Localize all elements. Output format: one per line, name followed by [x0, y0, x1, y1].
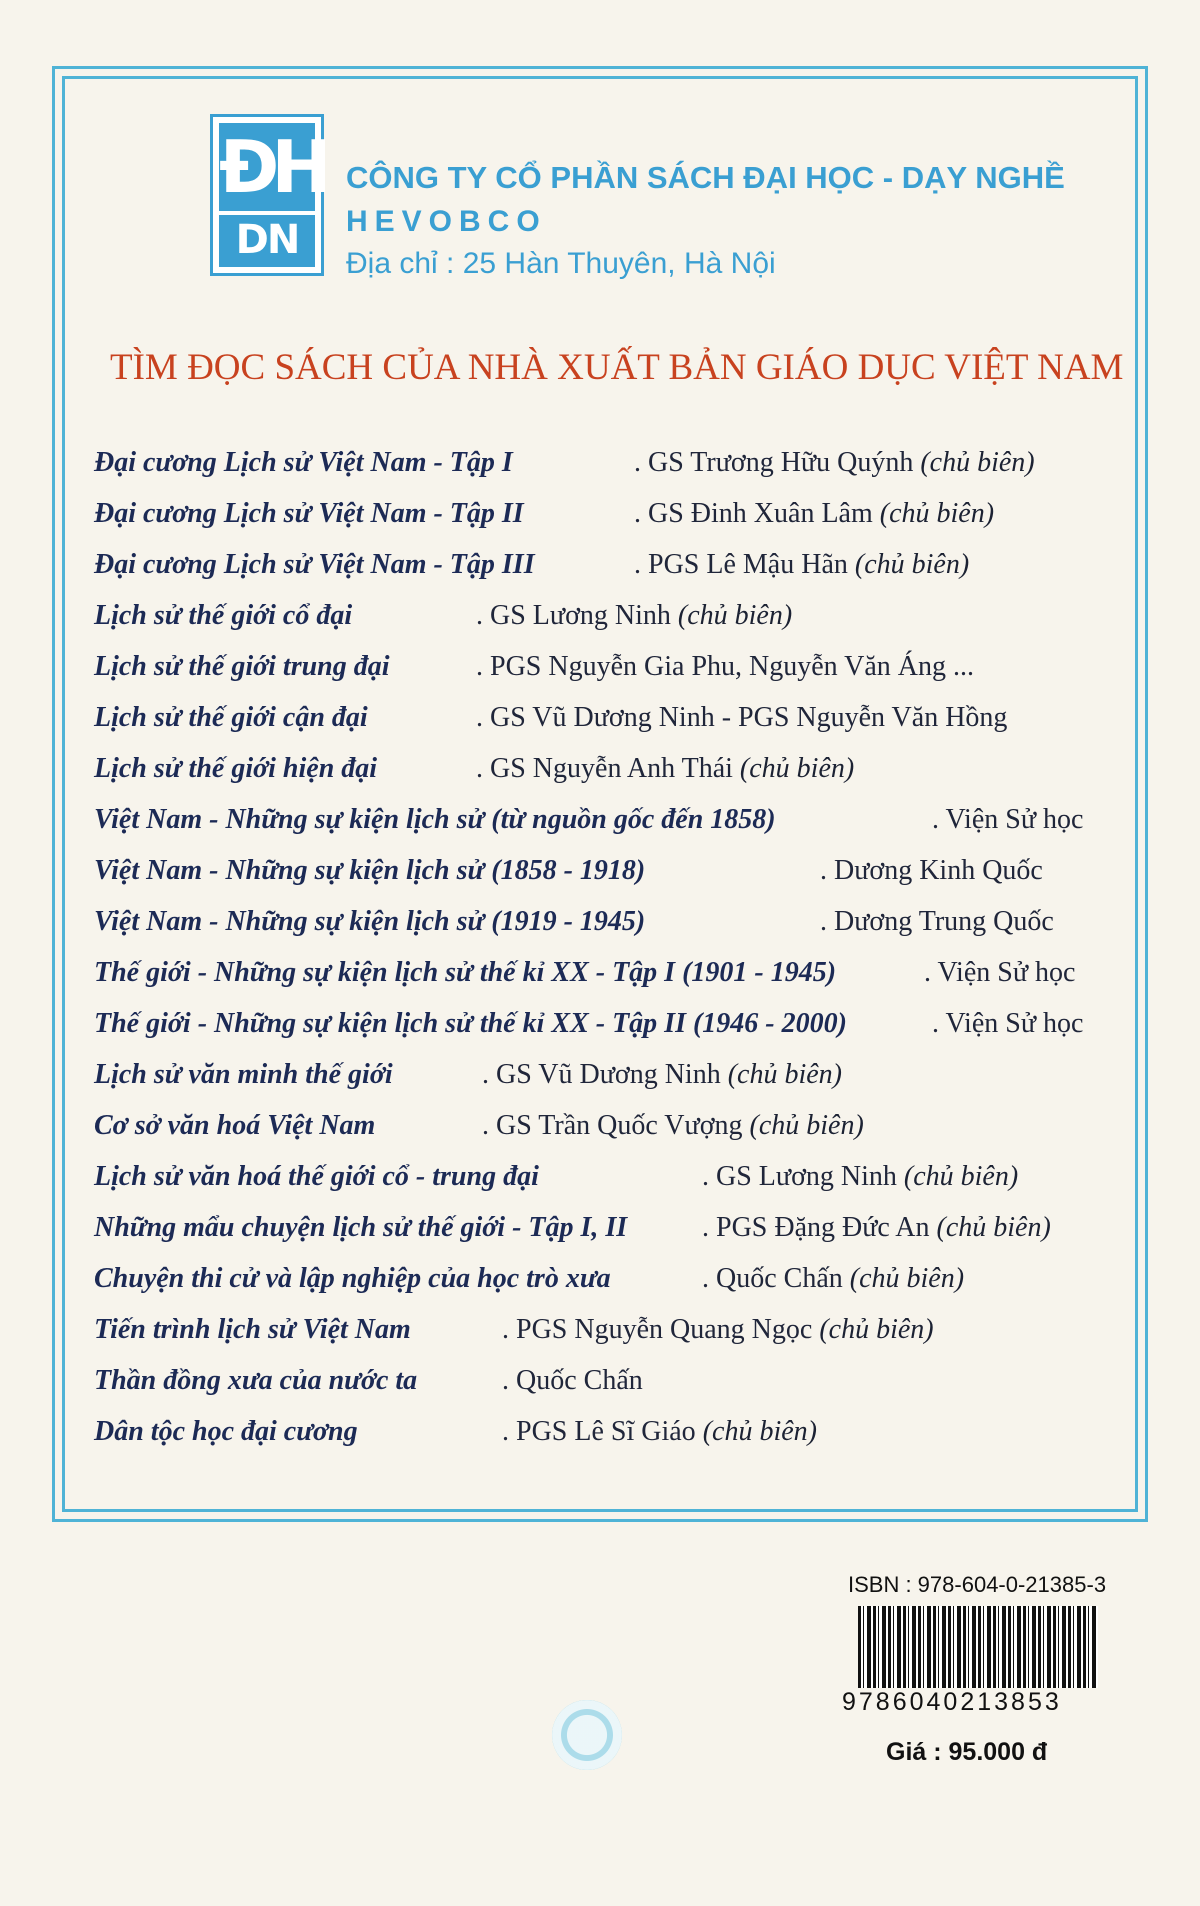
barcode-image	[858, 1606, 1098, 1688]
logo-text-bottom: DN	[219, 211, 315, 265]
book-author-line	[924, 956, 1075, 990]
book-author-line	[932, 1007, 1083, 1041]
book-author-line	[476, 701, 1007, 735]
book-author-line	[502, 1364, 643, 1398]
book-note: (chủ biên)	[739, 753, 855, 784]
book-author-line	[634, 446, 1035, 480]
book-author: . Dương Kinh Quốc	[820, 855, 1043, 886]
company-name: CÔNG TY CỔ PHẦN SÁCH ĐẠI HỌC - DẠY NGHỀ	[346, 160, 1065, 195]
book-author: . GS Nguyễn Anh Thái	[476, 753, 733, 784]
book-item	[94, 599, 352, 633]
book-author-line	[634, 497, 994, 531]
book-note: (chủ biên)	[854, 549, 970, 580]
book-author: . PGS Nguyễn Quang Ngọc	[502, 1314, 813, 1345]
book-note: (chủ biên)	[749, 1110, 864, 1141]
publisher-logo	[210, 114, 324, 276]
logo-text-top: ĐH	[219, 125, 324, 209]
isbn-text: ISBN : 978-604-0-21385-3	[848, 1572, 1107, 1597]
book-author: . GS Vũ Dương Ninh	[482, 1059, 721, 1090]
book-title: Việt Nam - Những sự kiện lịch sử (1919 - 1945)	[94, 906, 646, 937]
book-author-line	[820, 854, 1043, 888]
book-note: (chủ biên)	[903, 1161, 1019, 1192]
book-title: Chuyện thi cử và lập nghiệp của học trò xưa	[94, 1263, 611, 1294]
book-author-line	[482, 1109, 864, 1143]
company-address: Địa chỉ : 25 Hàn Thuyên, Hà Nội	[346, 247, 776, 280]
book-note: (chủ biên)	[702, 1416, 817, 1447]
book-title: Thế giới - Những sự kiện lịch sử thế kỉ XX - Tập II (1946 - 2000)	[94, 1008, 847, 1039]
book-item	[94, 1211, 627, 1245]
book-item	[94, 1313, 411, 1347]
book-author: . Quốc Chấn	[502, 1365, 643, 1396]
book-item	[94, 1109, 375, 1143]
book-item	[94, 1262, 611, 1296]
book-note: (chủ biên)	[920, 447, 1035, 478]
book-author-line	[702, 1211, 1051, 1245]
book-item	[94, 905, 645, 939]
barcode-number: 9786040213853	[842, 1688, 1062, 1716]
book-author-line	[634, 548, 969, 582]
book-author-line	[476, 650, 974, 684]
book-item	[94, 803, 776, 837]
book-title: Dân tộc học đại cương	[94, 1416, 358, 1447]
book-title: Lịch sử thế giới hiện đại	[94, 753, 378, 784]
book-author: . PGS Lê Mậu Hãn	[634, 549, 848, 580]
book-item	[94, 1364, 417, 1398]
book-item	[94, 1415, 358, 1449]
book-author: . GS Vũ Dương Ninh - PGS Nguyễn Văn Hồng	[476, 702, 1008, 733]
book-author-line	[820, 905, 1054, 939]
book-note: (chủ biên)	[936, 1212, 1051, 1243]
book-author-line	[476, 752, 854, 786]
book-item	[94, 1160, 539, 1194]
book-title: Lịch sử văn minh thế giới	[94, 1059, 393, 1090]
book-title: Thế giới - Những sự kiện lịch sử thế kỉ XX - Tập I (1901 - 1945)	[94, 957, 837, 988]
book-author: . Viện Sử học	[932, 1008, 1084, 1039]
catalog-heading: TÌM ĐỌC SÁCH CỦA NHÀ XUẤT BẢN GIÁO DỤC VIỆT NAM	[110, 347, 1124, 388]
book-author: . PGS Lê Sĩ Giáo	[502, 1416, 696, 1447]
book-title: Việt Nam - Những sự kiện lịch sử (từ nguồn gốc đến 1858)	[94, 804, 776, 835]
book-author: . PGS Đặng Đức An	[702, 1212, 930, 1243]
book-author-line	[502, 1313, 934, 1347]
book-author-line	[702, 1262, 964, 1296]
book-author: . GS Trần Quốc Vượng	[482, 1110, 743, 1141]
book-title: Đại cương Lịch sử Việt Nam - Tập I	[94, 447, 513, 478]
company-code: HEVOBCO	[346, 205, 547, 238]
book-author: . Dương Trung Quốc	[820, 906, 1054, 937]
book-item	[94, 956, 836, 990]
book-title: Lịch sử văn hoá thế giới cổ - trung đại	[94, 1161, 539, 1192]
book-item	[94, 701, 368, 735]
book-item	[94, 1058, 393, 1092]
book-item	[94, 548, 535, 582]
book-title: Cơ sở văn hoá Việt Nam	[94, 1110, 376, 1141]
book-note: (chủ biên)	[677, 600, 793, 631]
book-author: . GS Trương Hữu Quýnh	[634, 447, 914, 478]
book-note: (chủ biên)	[849, 1263, 965, 1294]
book-author: . Viện Sử học	[924, 957, 1076, 988]
book-title: Đại cương Lịch sử Việt Nam - Tập III	[94, 549, 535, 580]
book-item	[94, 446, 513, 480]
book-title: Tiến trình lịch sử Việt Nam	[94, 1314, 411, 1345]
book-title: Việt Nam - Những sự kiện lịch sử (1858 - 1918)	[94, 855, 646, 886]
book-note: (chủ biên)	[727, 1059, 843, 1090]
book-title: Lịch sử thế giới cận đại	[94, 702, 368, 733]
book-note: (chủ biên)	[879, 498, 995, 529]
book-item	[94, 854, 645, 888]
book-item	[94, 1007, 847, 1041]
book-author-line	[482, 1058, 842, 1092]
hologram-seal-icon	[552, 1700, 622, 1770]
book-author: . GS Lương Ninh	[476, 600, 671, 631]
book-item	[94, 752, 377, 786]
book-title: Đại cương Lịch sử Việt Nam - Tập II	[94, 498, 524, 529]
book-title: Lịch sử thế giới trung đại	[94, 651, 390, 682]
book-author: . GS Đinh Xuân Lâm	[634, 498, 873, 529]
book-title: Thần đồng xưa của nước ta	[94, 1365, 418, 1396]
book-title: Lịch sử thế giới cổ đại	[94, 600, 353, 631]
book-author-line	[502, 1415, 817, 1449]
book-item	[94, 650, 390, 684]
book-item	[94, 497, 524, 531]
book-author-line	[476, 599, 792, 633]
book-author: . Viện Sử học	[932, 804, 1084, 835]
book-note: (chủ biên)	[819, 1314, 934, 1345]
book-author: . PGS Nguyễn Gia Phu, Nguyễn Văn Áng ...	[476, 651, 975, 682]
book-author-line	[702, 1160, 1018, 1194]
book-title: Những mẩu chuyện lịch sử thế giới - Tập I, II	[94, 1212, 628, 1243]
book-author: . Quốc Chấn	[702, 1263, 843, 1294]
book-author-line	[932, 803, 1083, 837]
inner-border	[62, 76, 1138, 1512]
price-text: Giá : 95.000 đ	[886, 1738, 1048, 1766]
book-author: . GS Lương Ninh	[702, 1161, 897, 1192]
